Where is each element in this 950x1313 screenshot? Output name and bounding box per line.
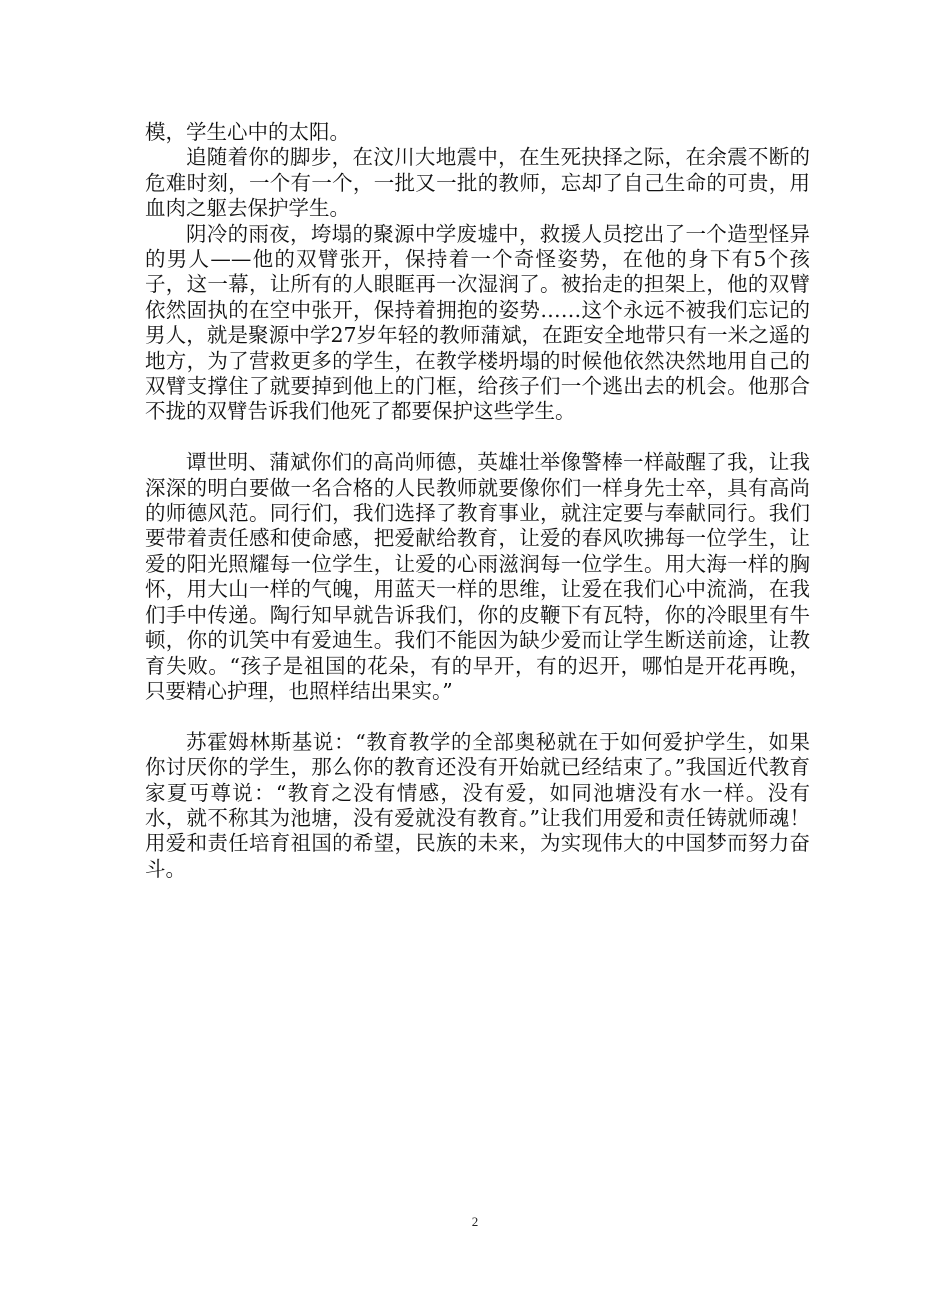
page-number: 2: [471, 1214, 479, 1229]
paragraph-wenchuan: 追随着你的脚步，在汶川大地震中，在生死抉择之际，在余震不断的危难时刻，一个有一个，一批又一批的教师，忘却了自己生命的可贵，用血肉之躯去保护学生。: [145, 145, 810, 221]
paragraph-rainy-night: 阴冷的雨夜，垮塌的聚源中学废墟中，救援人员挖出了一个造型怪异的男人——他的双臂张开，保持着一个奇怪姿势，在他的身下有5个孩子，这一幕，让所有的人眼眶再一次湿润了。被抬走的担架上，他的双臂依然固执的在空中张开，保持着拥抱的姿势……这个永远不被我们忘记的男人，就是聚源中学27岁年轻的教师蒲斌，在距安全地带只有一米之遥的地方，为了营救更多的学生，在教学楼坍塌的时候他依然决然地用自己的双臂支撑住了就要掉到他上的门框，给孩子们一个逃出去的机会。他那合不拢的双臂告诉我们他死了都要保护这些学生。: [145, 221, 810, 424]
paragraph-spacer: [145, 425, 810, 450]
paragraph-teacher-ethics: 谭世明、蒲斌你们的高尚师德，英雄壮举像警棒一样敲醒了我，让我深深的明白要做一名合格的人民教师就要像你们一样身先士卒，具有高尚的师德风范。同行们，我们选择了教育事业，就注定要与奉献同行。我们要带着责任感和使命感，把爱献给教育，让爱的春风吹拂每一位学生，让爱的阳光照耀每一位学生，让爱的心雨滋润每一位学生。用大海一样的胸怀，用大山一样的气魄，用蓝天一样的思维，让爱在我们心中流淌，在我们手中传递。陶行知早就告诉我们，你的皮鞭下有瓦特，你的冷眼里有牛顿，你的讥笑中有爱迪生。我们不能因为缺少爱而让学生断送前途，让教育失败。“孩子是祖国的花朵，有的早开，有的迟开，哪怕是开花再晚，只要精心护理，也照样结出果实。”: [145, 450, 810, 703]
document-body: [145, 120, 810, 882]
paragraph-sukhomlinsky-quote: 苏霍姆林斯基说：“教育教学的全部奥秘就在于如何爱护学生，如果你讨厌你的学生，那么你的教育还没有开始就已经结束了。”我国近代教育家夏丏尊说：“教育之没有情感，没有爱，如同池塘没有水一样。没有水，就不称其为池塘，没有爱就没有教育。”让我们用爱和责任铸就师魂！用爱和责任培育祖国的希望，民族的未来，为实现伟大的中国梦而努力奋斗。: [145, 729, 810, 881]
paragraph-continuation: 模，学生心中的太阳。: [145, 120, 350, 144]
paragraph-spacer: [145, 704, 810, 729]
